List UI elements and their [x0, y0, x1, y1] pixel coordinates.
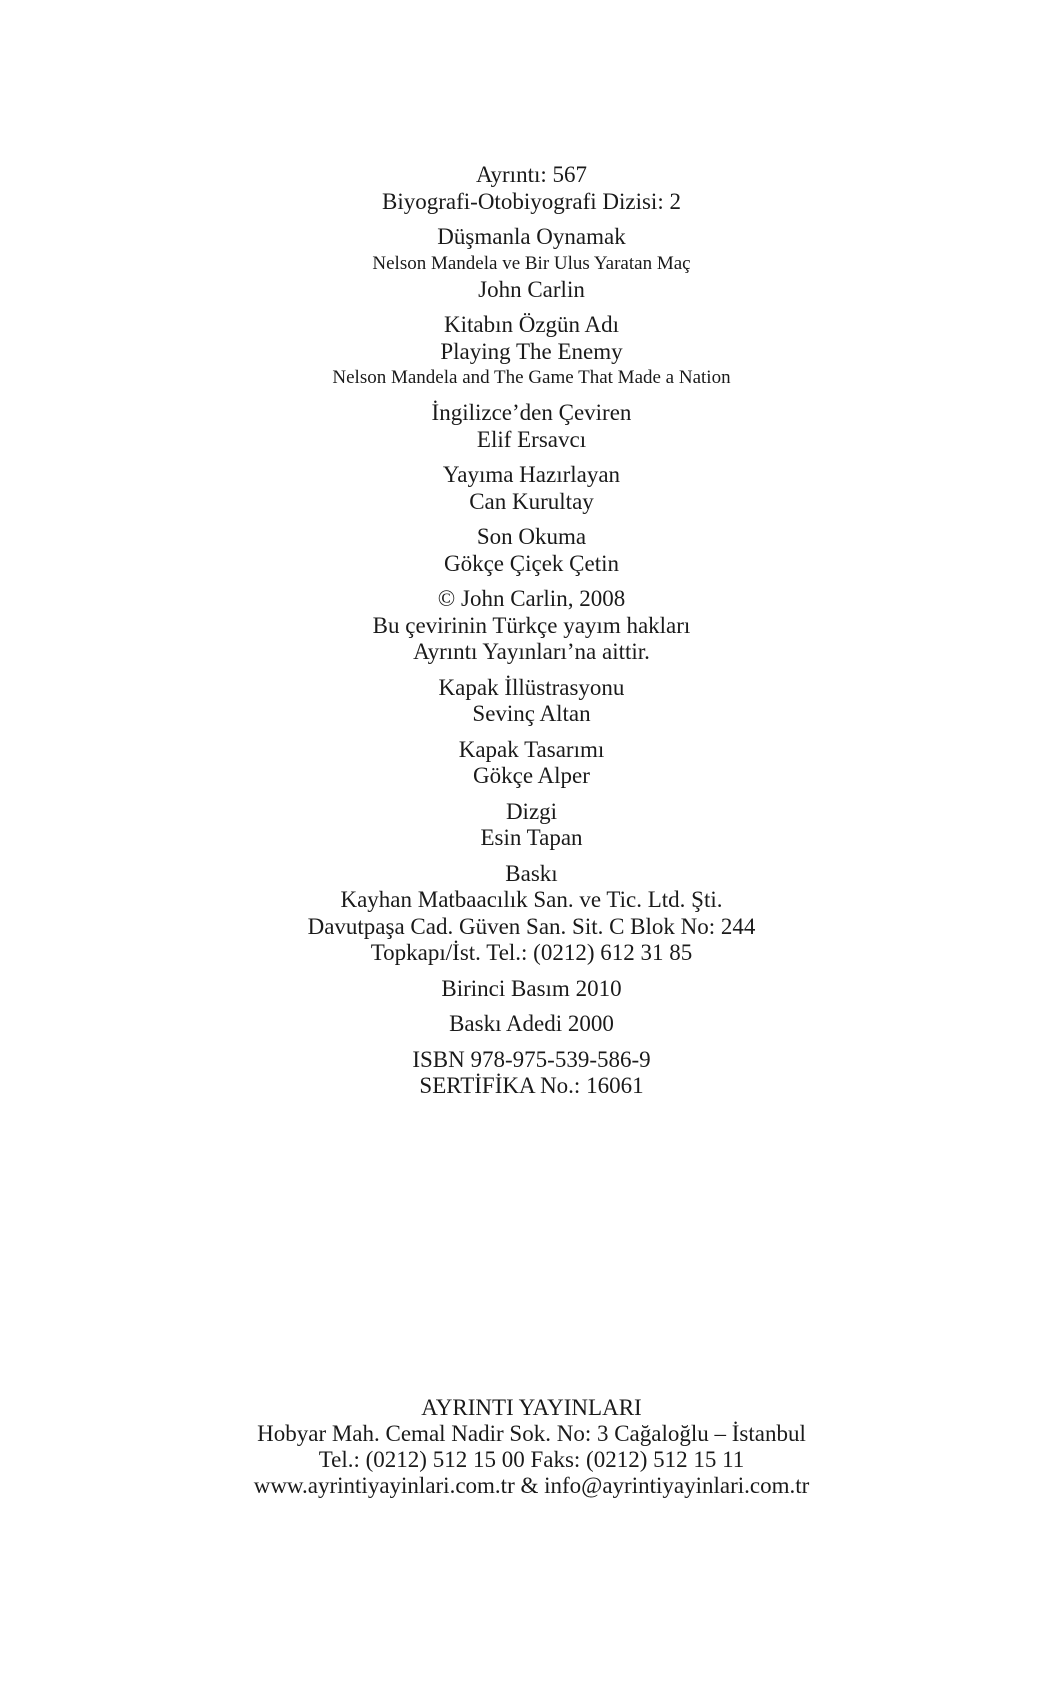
publisher-name: AYRINTI YAYINLARI	[421, 1395, 642, 1420]
cover-design-label: Kapak Tasarımı	[458, 736, 605, 762]
publisher-block	[0, 1395, 1063, 1499]
certificate-number: SERTİFİKA No.: 16061	[419, 1073, 644, 1098]
series-number: Ayrıntı: 567	[476, 162, 587, 187]
print-run: Baskı Adedi 2000	[449, 1011, 614, 1036]
series-subseries: Biyografi-Otobiyografi Dizisi: 2	[382, 188, 681, 214]
copyright-block	[0, 586, 1063, 666]
book-title: Düşmanla Oynamak	[437, 224, 626, 249]
typesetting-label: Dizgi	[505, 798, 558, 824]
cover-illustration-label: Kapak İllüstrasyonu	[438, 674, 625, 700]
publisher-web: www.ayrintiyayinlari.com.tr & info@ayrintiyayinlari.com.tr	[253, 1473, 810, 1498]
cover-illustration-name: Sevinç Altan	[472, 701, 591, 726]
cover-design-block	[0, 737, 1063, 790]
typesetting-name: Esin Tapan	[480, 825, 583, 850]
print-run-block	[0, 1011, 1063, 1038]
translator-block	[0, 400, 1063, 453]
colophon	[0, 162, 1063, 1109]
publisher-contact: Tel.: (0212) 512 15 00 Faks: (0212) 512 15 11	[318, 1447, 745, 1472]
publisher-address: Hobyar Mah. Cemal Nadir Sok. No: 3 Cağaloğlu – İstanbul	[257, 1421, 806, 1446]
cover-design-name: Gökçe Alper	[473, 763, 590, 788]
rights-line-1: Bu çevirinin Türkçe yayım hakları	[372, 612, 691, 638]
translator-label: İngilizce’den Çeviren	[431, 400, 632, 425]
proofreader-name: Gökçe Çiçek Çetin	[443, 550, 619, 576]
original-title-block	[0, 312, 1063, 391]
series-block	[0, 162, 1063, 215]
typesetting-block	[0, 799, 1063, 852]
rights-line-2: Ayrıntı Yayınları’na aittir.	[413, 639, 650, 664]
edition-block	[0, 976, 1063, 1003]
edition: Birinci Basım 2010	[441, 975, 622, 1001]
editor-label: Yayıma Hazırlayan	[442, 462, 621, 487]
book-author: John Carlin	[478, 276, 585, 302]
identifiers-block	[0, 1047, 1063, 1100]
copyright-notice: © John Carlin, 2008	[437, 586, 626, 611]
cover-illustration-block	[0, 675, 1063, 728]
proofreader-block	[0, 524, 1063, 577]
original-subtitle: Nelson Mandela and The Game That Made a Nation	[332, 367, 731, 388]
original-title-label: Kitabın Özgün Adı	[443, 312, 620, 337]
proofreader-label: Son Okuma	[476, 524, 587, 549]
translator-name: Elif Ersavcı	[476, 426, 587, 452]
printer-address: Davutpaşa Cad. Güven San. Sit. C Blok No: 244	[307, 913, 756, 939]
isbn: ISBN 978-975-539-586-9	[412, 1046, 651, 1072]
editor-name: Can Kurultay	[469, 488, 594, 514]
printing-label: Baskı	[505, 860, 558, 886]
editor-block	[0, 462, 1063, 515]
book-title-block	[0, 224, 1063, 303]
printing-block	[0, 861, 1063, 967]
printer-name: Kayhan Matbaacılık San. ve Tic. Ltd. Şti.	[340, 887, 723, 912]
printer-phone: Topkapı/İst. Tel.: (0212) 612 31 85	[370, 940, 693, 965]
original-title: Playing The Enemy	[440, 338, 623, 364]
book-subtitle: Nelson Mandela ve Bir Ulus Yaratan Maç	[372, 252, 691, 274]
